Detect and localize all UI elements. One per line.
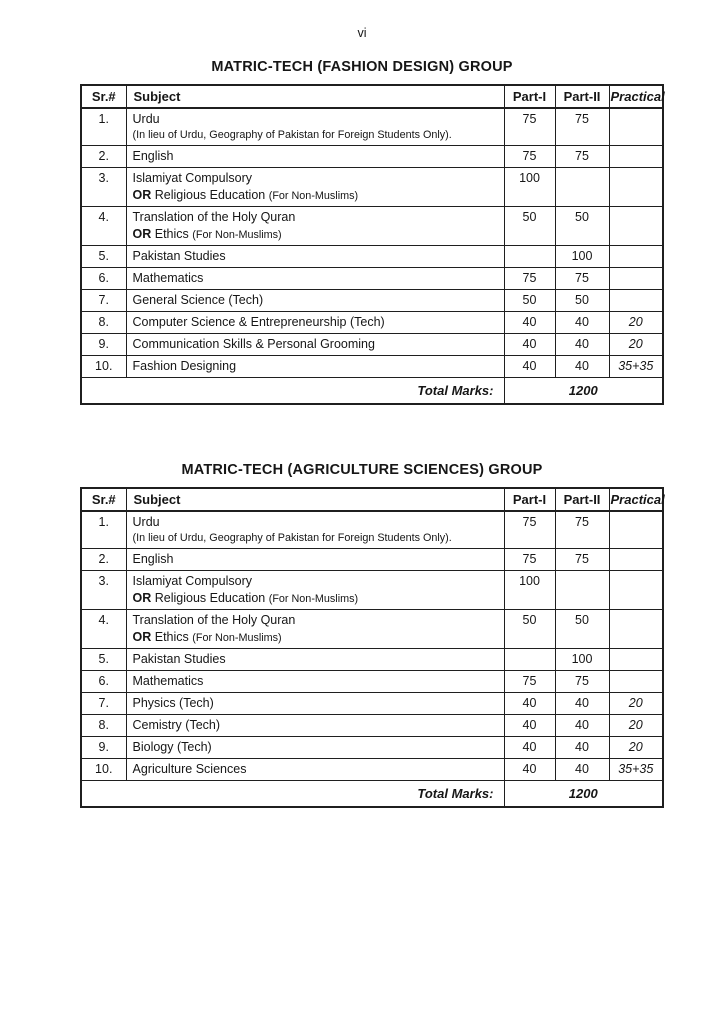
part2-cell: 50 bbox=[555, 290, 609, 312]
agriculture-sciences-group-title: MATRIC-TECH (AGRICULTURE SCIENCES) GROUP bbox=[181, 462, 543, 478]
practical-cell bbox=[609, 649, 663, 671]
table-row bbox=[81, 671, 663, 693]
total-marks-value: 1200 bbox=[504, 781, 663, 808]
part2-cell: 40 bbox=[555, 737, 609, 759]
table-row bbox=[81, 649, 663, 671]
sr-cell: 10. bbox=[81, 759, 126, 781]
subject-text: Urdu bbox=[132, 515, 160, 529]
sr-cell: 9. bbox=[81, 737, 126, 759]
sr-cell: 8. bbox=[81, 715, 126, 737]
table-row bbox=[81, 168, 663, 207]
table-row bbox=[81, 571, 663, 610]
or-text: Ethics bbox=[154, 227, 189, 241]
sr-cell: 7. bbox=[81, 290, 126, 312]
subject-text: Translation of the Holy Quran bbox=[132, 613, 296, 627]
or-prefix: OR bbox=[132, 188, 152, 202]
or-text: Religious Education bbox=[154, 188, 266, 202]
part1-cell: 40 bbox=[504, 693, 555, 715]
part2-cell: 40 bbox=[555, 312, 609, 334]
part1-cell: 75 bbox=[504, 268, 555, 290]
subject-cell bbox=[126, 108, 504, 146]
practical-cell: 20 bbox=[609, 312, 663, 334]
part1-cell: 50 bbox=[504, 207, 555, 246]
sr-cell: 5. bbox=[81, 246, 126, 268]
part1-cell bbox=[504, 246, 555, 268]
part2-cell: 75 bbox=[555, 146, 609, 168]
part1-cell: 40 bbox=[504, 759, 555, 781]
total-marks-label: Total Marks: bbox=[81, 378, 504, 405]
practical-cell: 35+35 bbox=[609, 759, 663, 781]
or-text: Religious Education bbox=[154, 591, 266, 605]
part1-cell: 40 bbox=[504, 715, 555, 737]
part2-cell: 40 bbox=[555, 693, 609, 715]
sr-cell: 2. bbox=[81, 146, 126, 168]
header-part2: Part-II bbox=[555, 488, 609, 511]
total-marks-label: Total Marks: bbox=[81, 781, 504, 808]
subject-alternative bbox=[133, 590, 500, 607]
total-marks-value: 1200 bbox=[504, 378, 663, 405]
part2-cell: 40 bbox=[555, 356, 609, 378]
sr-cell: 6. bbox=[81, 268, 126, 290]
part2-cell: 75 bbox=[555, 671, 609, 693]
sr-cell: 8. bbox=[81, 312, 126, 334]
subject-text: Islamiyat Compulsory bbox=[132, 574, 252, 588]
table-row bbox=[81, 246, 663, 268]
total-row bbox=[81, 378, 663, 405]
part2-cell: 75 bbox=[555, 108, 609, 146]
subject-text: Islamiyat Compulsory bbox=[132, 171, 252, 185]
table-header-row bbox=[81, 85, 663, 108]
table-row bbox=[81, 268, 663, 290]
subject-cell: Biology (Tech) bbox=[126, 737, 504, 759]
part2-cell: 40 bbox=[555, 759, 609, 781]
part2-cell: 75 bbox=[555, 268, 609, 290]
subject-text: Translation of the Holy Quran bbox=[132, 210, 296, 224]
part1-cell: 75 bbox=[504, 671, 555, 693]
or-note: (For Non-Muslims) bbox=[192, 632, 282, 644]
sr-cell: 4. bbox=[81, 610, 126, 649]
table-row bbox=[81, 511, 663, 549]
subject-cell: General Science (Tech) bbox=[126, 290, 504, 312]
agriculture-sciences-marks-table bbox=[80, 487, 664, 808]
sr-cell: 4. bbox=[81, 207, 126, 246]
part1-cell: 50 bbox=[504, 610, 555, 649]
or-note: (For Non-Muslims) bbox=[268, 190, 359, 202]
part1-cell: 100 bbox=[504, 571, 555, 610]
sr-cell: 9. bbox=[81, 334, 126, 356]
agriculture-sciences-group-section bbox=[0, 462, 724, 808]
subject-cell bbox=[126, 610, 504, 649]
part2-cell: 75 bbox=[555, 511, 609, 549]
practical-cell bbox=[609, 268, 663, 290]
practical-cell bbox=[609, 108, 663, 146]
subject-cell: Cemistry (Tech) bbox=[126, 715, 504, 737]
subject-cell bbox=[126, 207, 504, 246]
or-text: Ethics bbox=[154, 630, 189, 644]
subject-cell: Computer Science & Entrepreneurship (Tech) bbox=[126, 312, 504, 334]
subject-cell: Communication Skills & Personal Grooming bbox=[126, 334, 504, 356]
part2-cell: 40 bbox=[555, 715, 609, 737]
practical-cell: 35+35 bbox=[609, 356, 663, 378]
part2-cell: 100 bbox=[555, 649, 609, 671]
practical-cell: 20 bbox=[609, 737, 663, 759]
subject-cell: Pakistan Studies bbox=[126, 246, 504, 268]
subject-note: (In lieu of Urdu, Geography of Pakistan for Foreign Students Only). bbox=[132, 129, 452, 141]
table-row bbox=[81, 312, 663, 334]
practical-cell bbox=[609, 610, 663, 649]
part2-cell: 40 bbox=[555, 334, 609, 356]
or-prefix: OR bbox=[132, 630, 152, 644]
subject-cell: English bbox=[126, 146, 504, 168]
subject-note: (In lieu of Urdu, Geography of Pakistan for Foreign Students Only). bbox=[132, 532, 452, 544]
practical-cell bbox=[609, 549, 663, 571]
practical-cell bbox=[609, 671, 663, 693]
part1-cell: 75 bbox=[504, 146, 555, 168]
sr-cell: 1. bbox=[81, 108, 126, 146]
table-row bbox=[81, 290, 663, 312]
part1-cell: 75 bbox=[504, 511, 555, 549]
subject-cell bbox=[126, 168, 504, 207]
table-row bbox=[81, 207, 663, 246]
part1-cell: 75 bbox=[504, 549, 555, 571]
part2-cell: 50 bbox=[555, 207, 609, 246]
subject-alternative bbox=[133, 629, 500, 646]
sr-cell: 7. bbox=[81, 693, 126, 715]
part2-cell: 50 bbox=[555, 610, 609, 649]
part1-cell: 40 bbox=[504, 312, 555, 334]
practical-cell bbox=[609, 168, 663, 207]
part1-cell bbox=[504, 649, 555, 671]
subject-cell bbox=[126, 511, 504, 549]
part1-cell: 40 bbox=[504, 737, 555, 759]
table-row bbox=[81, 759, 663, 781]
table-row bbox=[81, 334, 663, 356]
part1-cell: 40 bbox=[504, 334, 555, 356]
table-row bbox=[81, 146, 663, 168]
sr-cell: 10. bbox=[81, 356, 126, 378]
header-subject: Subject bbox=[126, 488, 504, 511]
table-row bbox=[81, 715, 663, 737]
or-prefix: OR bbox=[132, 227, 152, 241]
or-prefix: OR bbox=[132, 591, 152, 605]
header-part2: Part-II bbox=[555, 85, 609, 108]
table-row bbox=[81, 108, 663, 146]
or-note: (For Non-Muslims) bbox=[268, 593, 359, 605]
header-practical: Practical bbox=[609, 488, 663, 511]
subject-cell: Pakistan Studies bbox=[126, 649, 504, 671]
practical-cell bbox=[609, 246, 663, 268]
practical-cell bbox=[609, 207, 663, 246]
sr-cell: 1. bbox=[81, 511, 126, 549]
table-row bbox=[81, 610, 663, 649]
sr-cell: 3. bbox=[81, 168, 126, 207]
part1-cell: 75 bbox=[504, 108, 555, 146]
subject-cell: Mathematics bbox=[126, 671, 504, 693]
practical-cell: 20 bbox=[609, 693, 663, 715]
table-row bbox=[81, 549, 663, 571]
fashion-design-group-title: MATRIC-TECH (FASHION DESIGN) GROUP bbox=[211, 59, 513, 75]
fashion-design-group-section bbox=[0, 59, 724, 405]
sr-cell: 6. bbox=[81, 671, 126, 693]
practical-cell bbox=[609, 290, 663, 312]
part2-cell bbox=[555, 571, 609, 610]
table-row bbox=[81, 737, 663, 759]
subject-text: Urdu bbox=[132, 112, 160, 126]
subject-cell bbox=[126, 571, 504, 610]
part1-cell: 40 bbox=[504, 356, 555, 378]
table-row bbox=[81, 356, 663, 378]
part2-cell: 75 bbox=[555, 549, 609, 571]
subject-cell: Agriculture Sciences bbox=[126, 759, 504, 781]
part1-cell: 100 bbox=[504, 168, 555, 207]
table-row bbox=[81, 693, 663, 715]
page-number: vi bbox=[357, 26, 367, 40]
sr-cell: 5. bbox=[81, 649, 126, 671]
header-subject: Subject bbox=[126, 85, 504, 108]
part1-cell: 50 bbox=[504, 290, 555, 312]
part2-cell bbox=[555, 168, 609, 207]
subject-alternative bbox=[133, 187, 500, 204]
or-note: (For Non-Muslims) bbox=[192, 229, 282, 241]
sr-cell: 2. bbox=[81, 549, 126, 571]
subject-cell: Mathematics bbox=[126, 268, 504, 290]
practical-cell: 20 bbox=[609, 334, 663, 356]
sr-cell: 3. bbox=[81, 571, 126, 610]
header-part1: Part-I bbox=[504, 488, 555, 511]
subject-cell: Fashion Designing bbox=[126, 356, 504, 378]
fashion-design-marks-table bbox=[80, 84, 664, 405]
practical-cell bbox=[609, 511, 663, 549]
table-header-row bbox=[81, 488, 663, 511]
practical-cell bbox=[609, 571, 663, 610]
total-row bbox=[81, 781, 663, 808]
header-part1: Part-I bbox=[504, 85, 555, 108]
subject-cell: Physics (Tech) bbox=[126, 693, 504, 715]
practical-cell bbox=[609, 146, 663, 168]
subject-alternative bbox=[133, 226, 500, 243]
header-sr: Sr.# bbox=[81, 488, 126, 511]
header-sr: Sr.# bbox=[81, 85, 126, 108]
practical-cell: 20 bbox=[609, 715, 663, 737]
part2-cell: 100 bbox=[555, 246, 609, 268]
header-practical: Practical bbox=[609, 85, 663, 108]
subject-cell: English bbox=[126, 549, 504, 571]
